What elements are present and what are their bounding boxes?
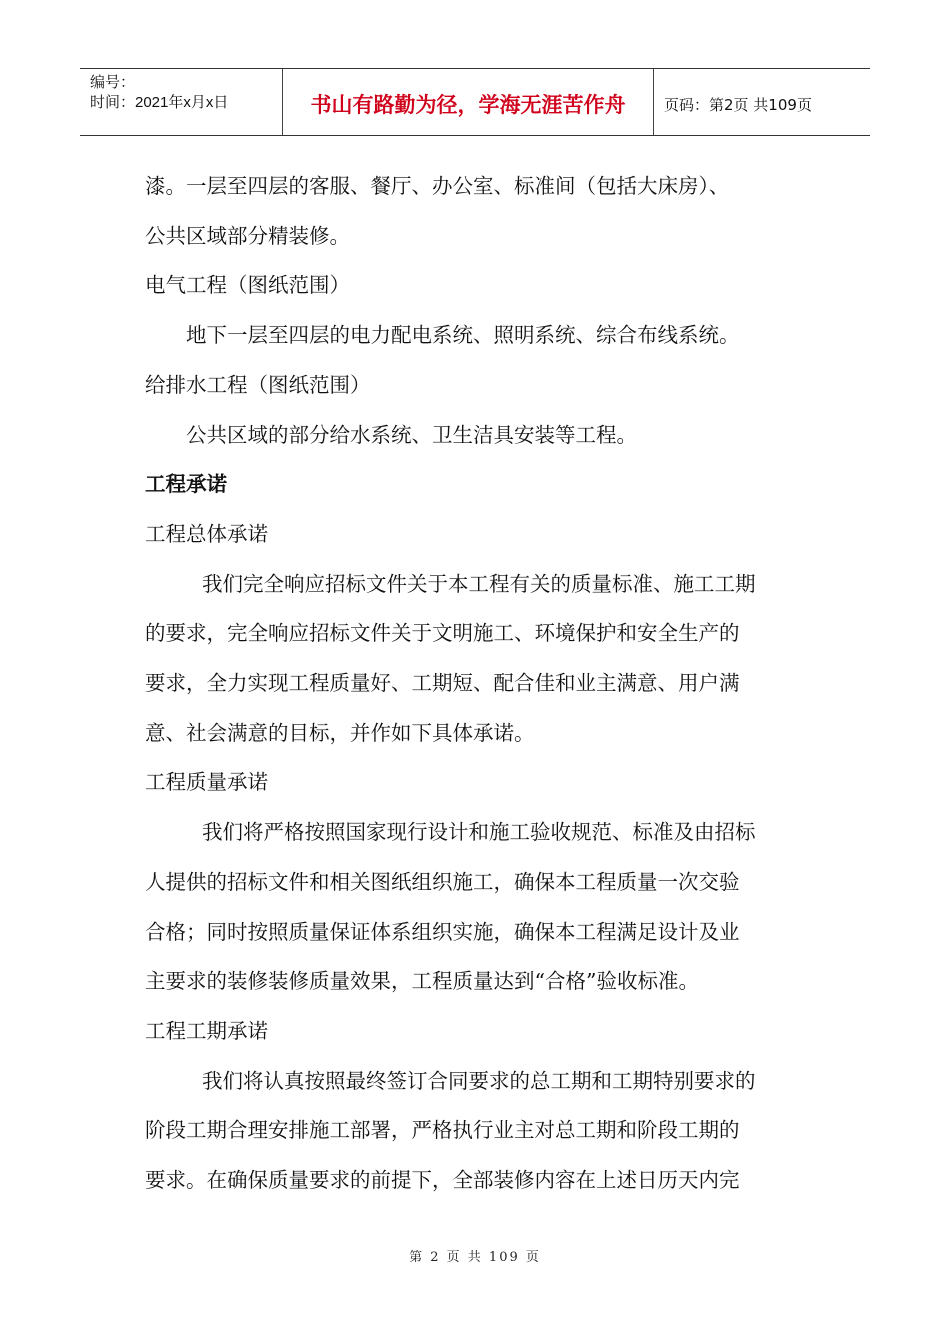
body-line: 主要求的装修装修质量效果，工程质量达到“合格”验收标准。 <box>145 969 699 994</box>
body-line: 地下一层至四层的电力配电系统、照明系统、综合布线系统。 <box>186 323 740 348</box>
page-footer: 第 2 页 共 109 页 <box>409 1250 541 1265</box>
header-motto: 书山有路勤为径，学海无涯苦作舟 <box>283 69 654 135</box>
body-line: 公共区域部分精装修。 <box>145 223 350 248</box>
body-line: 要求，全力实现工程质量好、工期短、配合佳和业主满意、用户满 <box>145 671 740 696</box>
body-line: 工程总体承诺 <box>145 521 268 546</box>
body-line: 工程质量承诺 <box>145 770 268 795</box>
page-header <box>80 68 870 136</box>
body-line: 电气工程（图纸范围） <box>145 273 350 298</box>
body-line: 漆。一层至四层的客服、餐厅、办公室、标准间（包括大床房）、 <box>145 174 730 198</box>
body-line: 给排水工程（图纸范围） <box>145 372 371 397</box>
body-line: 阶段工期合理安排施工部署，严格执行业主对总工期和阶段工期的 <box>145 1118 740 1143</box>
body-line: 的要求，完全响应招标文件关于文明施工、环境保护和安全生产的 <box>145 621 740 646</box>
document-number-label: 编号： <box>90 74 136 91</box>
body-line: 要求。在确保质量要求的前提下，全部装修内容在上述日历天内完 <box>145 1168 740 1193</box>
document-body <box>145 162 810 1206</box>
body-line: 合格；同时按照质量保证体系组织实施，确保本工程满足设计及业 <box>145 919 740 944</box>
body-line: 工程工期承诺 <box>145 1018 268 1043</box>
body-line: 意、社会满意的目标，并作如下具体承诺。 <box>145 720 535 745</box>
body-line: 公共区域的部分给水系统、卫生洁具安装等工程。 <box>186 422 637 447</box>
body-line: 我们完全响应招标文件关于本工程有关的质量标准、施工工期 <box>202 571 756 596</box>
header-page-info: 页码：第2页 共109页 <box>664 95 812 114</box>
section-heading: 工程承诺 <box>145 472 227 497</box>
body-line: 我们将认真按照最终签订合同要求的总工期和工期特别要求的 <box>202 1068 756 1093</box>
body-line: 我们将严格按照国家现行设计和施工验收规范、标准及由招标 <box>202 820 756 845</box>
body-line: 人提供的招标文件和相关图纸组织施工，确保本工程质量一次交验 <box>145 869 740 894</box>
header-meta-cell <box>80 69 283 135</box>
document-date-label: 时间：2021年x月x日 <box>90 94 229 111</box>
